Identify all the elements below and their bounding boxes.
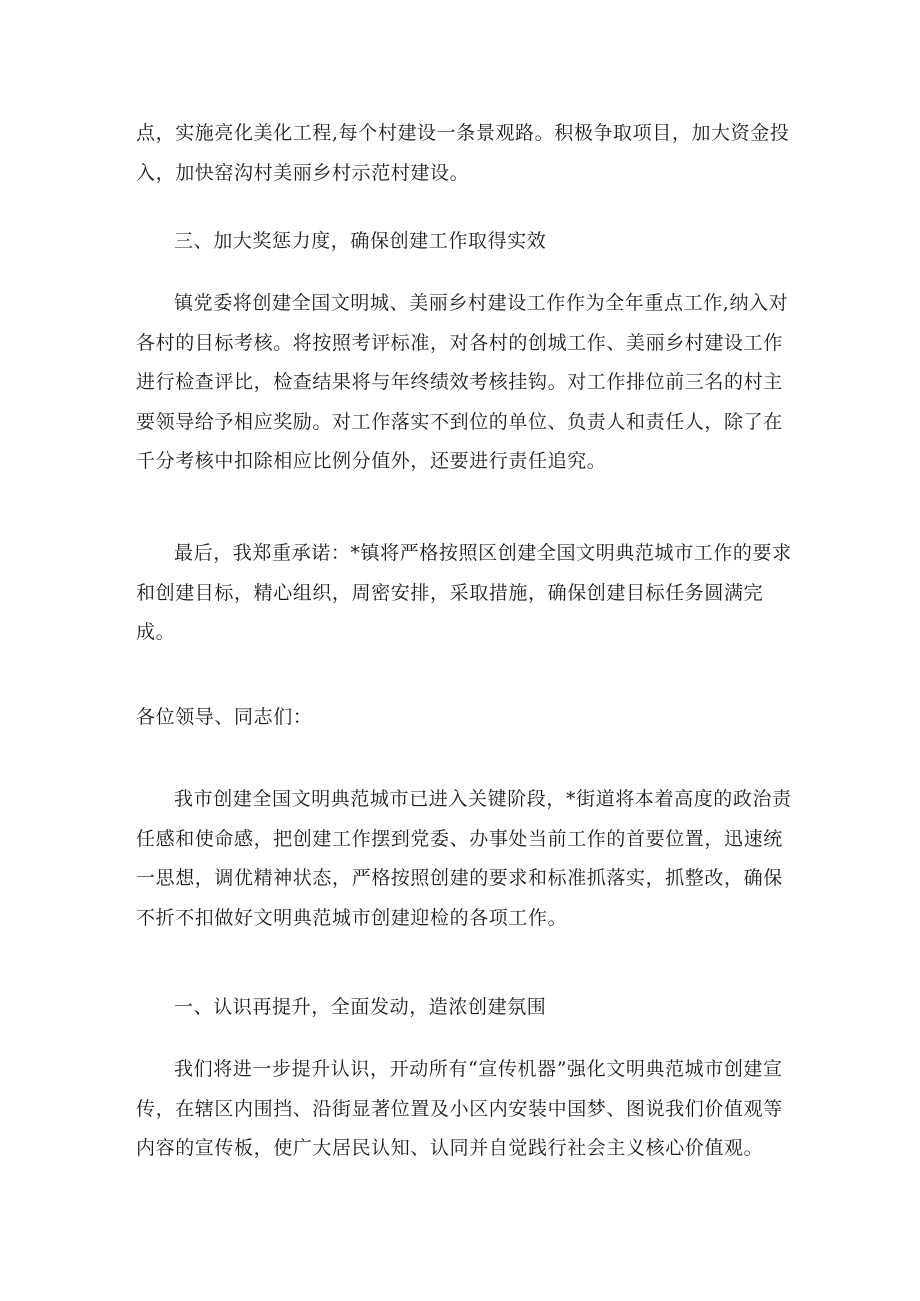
salutation: 各位领导、同志们： (136, 706, 313, 728)
section-heading-1: 一、认识再提升，全面发动，造浓创建氛围 (174, 996, 547, 1018)
paragraph-propaganda: 我们将进一步提升认识，开动所有“宣传机器”强化文明典范城市创建宣传，在辖区内围挡、沿街显著位置及小区内安装中国梦、图说我们价值观等内容的宣传板，使广大居民认知、认同并自觉践行社会主义核心价值观。 (136, 1058, 783, 1159)
paragraph-commitment: 最后，我郑重承诺：*镇将严格按照区创建全国文明典范城市工作的要求和创建目标，精心组织，周密安排，采取措施，确保创建目标任务圆满完成。 (136, 542, 792, 643)
paragraph-assessment: 镇党委将创建全国文明城、美丽乡村建设工作作为全年重点工作,纳入对各村的目标考核。将按照考评标准，对各村的创城工作、美丽乡村建设工作进行检查评比，检查结果将与年终绩效考核挂钩。对工作排位前三名的村主要领导给予相应奖励。对工作落实不到位的单位、负责人和责任人，除了在千分考核中扣除相应比例分值外，还要进行责任追究。 (136, 292, 789, 472)
paragraph-intro: 我市创建全国文明典范城市已进入关键阶段，*街道将本着高度的政治责任感和使命感，把创建工作摆到党委、办事处当前工作的首要位置，迅速统一思想，调优精神状态，严格按照创建的要求和标准抓落实，抓整改，确保不折不扣做好文明典范城市创建迎检的各项工作。 (136, 788, 792, 929)
paragraph-continuation: 点，实施亮化美化工程,每个村建设一条景观路。积极争取项目，加大资金投入，加快窑沟村美丽乡村示范村建设。 (136, 122, 790, 184)
section-heading-3: 三、加大奖惩力度，确保创建工作取得实效 (174, 230, 547, 252)
